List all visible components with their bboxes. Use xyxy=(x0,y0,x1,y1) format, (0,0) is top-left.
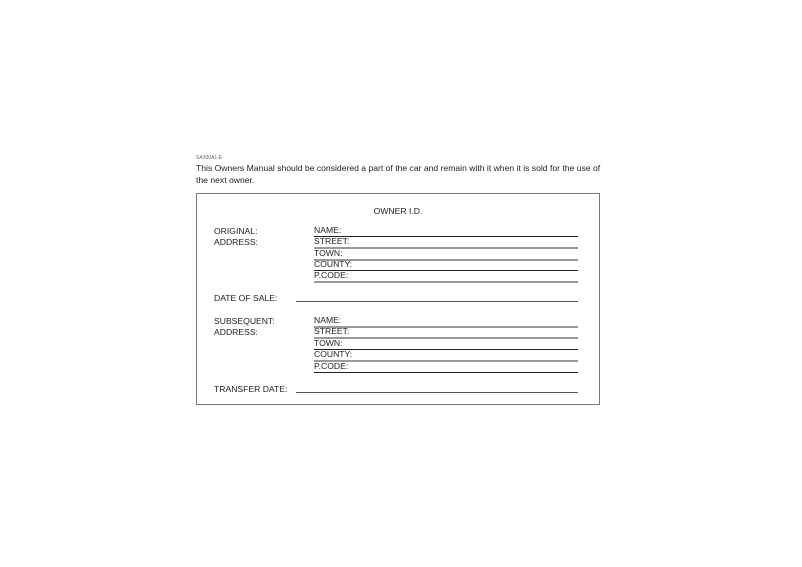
subsequent-street-field[interactable]: STREET: xyxy=(314,326,578,339)
transfer-date-label: TRANSFER DATE: xyxy=(214,384,288,394)
transfer-date-line[interactable] xyxy=(296,392,578,393)
original-name-field[interactable]: NAME: xyxy=(314,225,578,237)
original-town-field[interactable]: TOWN: xyxy=(314,248,578,261)
date-of-sale-label: DATE OF SALE: xyxy=(214,293,278,303)
subsequent-pcode-field[interactable]: P.CODE: xyxy=(314,361,578,373)
date-of-sale-line[interactable] xyxy=(296,301,578,302)
subsequent-county-field[interactable]: COUNTY: xyxy=(314,349,578,362)
original-pcode-field[interactable]: P.CODE: xyxy=(314,270,578,283)
subsequent-town-field[interactable]: TOWN: xyxy=(314,338,578,350)
intro-text: This Owners Manual should be considered a part of the car and remain with it when it is sold for the use of the next owner. xyxy=(196,163,601,185)
form-title: OWNER I.D. xyxy=(373,206,423,216)
original-street-field[interactable]: STREET: xyxy=(314,236,578,249)
subsequent-name-field[interactable]: NAME: xyxy=(314,315,578,328)
subsequent-address-label: ADDRESS: xyxy=(214,327,258,337)
subsequent-label: SUBSEQUENT: xyxy=(214,316,275,326)
original-address-label: ADDRESS: xyxy=(214,237,258,247)
original-county-field[interactable]: COUNTY: xyxy=(314,259,578,271)
document-code: SA300A1-E xyxy=(196,155,223,161)
original-label: ORIGINAL: xyxy=(214,226,258,236)
